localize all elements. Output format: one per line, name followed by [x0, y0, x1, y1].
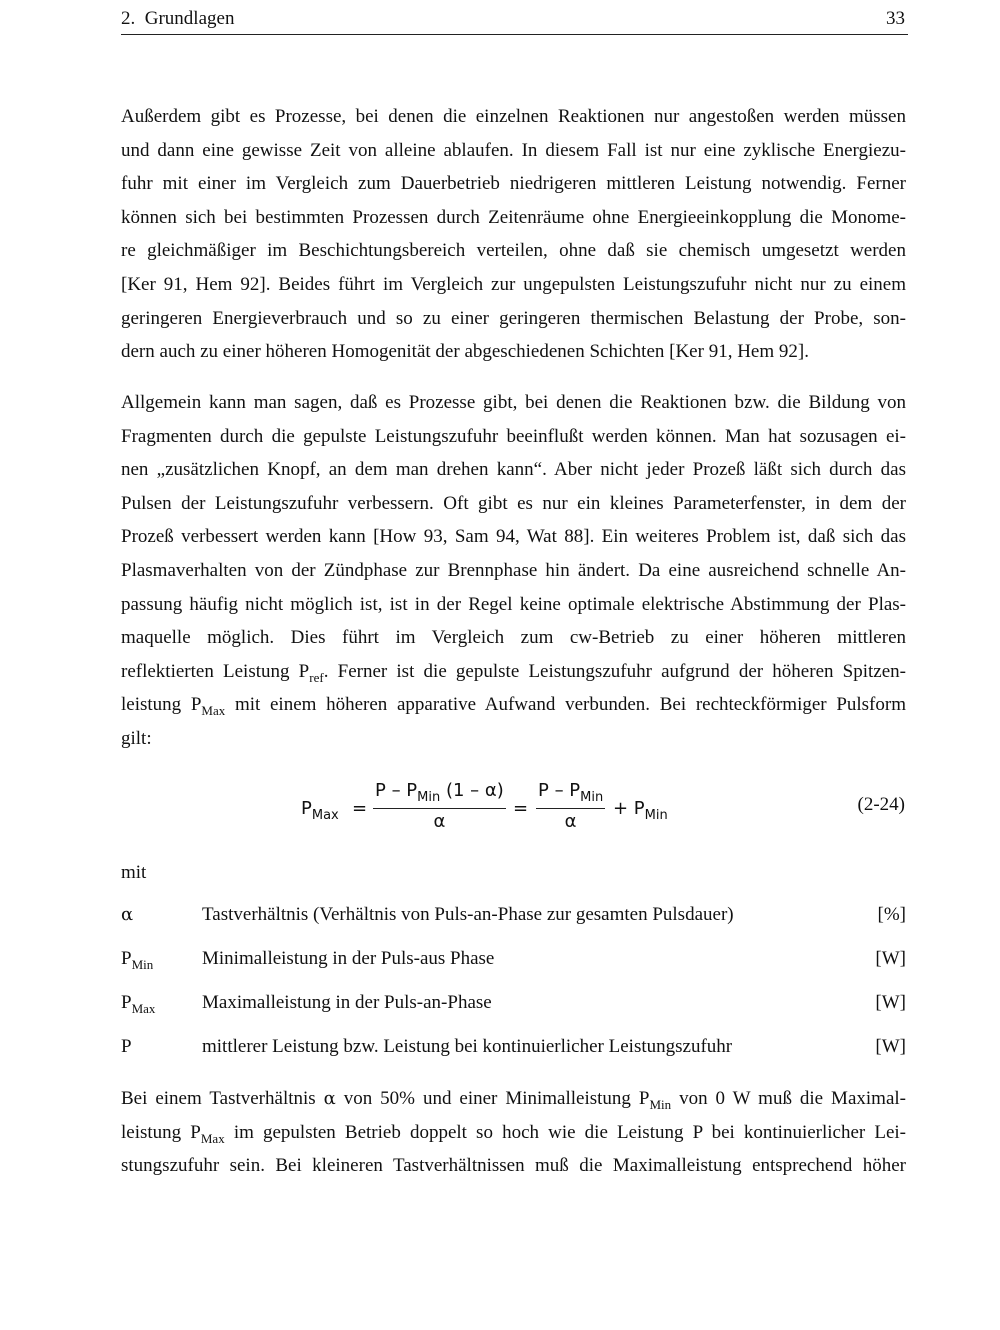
text-run: P – P: [375, 780, 418, 801]
text-line: [121, 1082, 906, 1116]
variable-row: [121, 948, 906, 978]
alpha-symbol: α: [323, 1088, 336, 1109]
subscript: Min: [649, 1097, 672, 1112]
variable-description: mittlerer Leistung bzw. Leistung bei kontinuierlicher Leistungszufuhr: [202, 1036, 733, 1057]
fraction-denominator: α: [433, 811, 446, 832]
fraction-2: [536, 780, 605, 832]
text-line: nen „zusätzlichen Knopf, an dem man drehen kann“. Aber nicht jeder Prozeß läßt sich durch das: [121, 459, 906, 481]
subscript: Min: [644, 808, 668, 823]
text-line: Prozeß verbessert werden kann [How 93, Sam 94, Wat 88]. Ein weiteres Problem ist, daß sich das: [121, 526, 906, 548]
variable-description: Maximalleistung in der Puls-an-Phase: [202, 992, 492, 1013]
text-run: (1 – α): [440, 780, 504, 801]
symbol: P: [301, 798, 312, 819]
text-run: im gepulsten Betrieb doppelt so hoch wie die Leistung P bei kontinuierlicher Lei-: [224, 1121, 907, 1143]
text-run: von 50% und einer Minimalleistung P: [335, 1088, 650, 1109]
text-run: leistung P: [121, 694, 202, 716]
variable-row: [121, 904, 906, 934]
text-run: . Ferner ist die gepulste Leistungszufuhr aufgrund der höheren Spitzen-: [323, 660, 907, 682]
equals-sign: =: [513, 798, 529, 819]
text-run: + P: [613, 798, 645, 819]
fraction-1: [373, 780, 506, 832]
variable-description: Tastverhältnis (Verhältnis von Puls-an-Phase zur gesamten Pulsdauer): [202, 904, 734, 925]
text-run: von 0 W muß die Maximal-: [671, 1088, 906, 1109]
plus-term: [613, 798, 668, 823]
variable-description: Minimalleistung in der Puls-aus Phase: [202, 948, 495, 969]
text-run: P – P: [538, 780, 581, 801]
text-line: stungszufuhr sein. Bei kleineren Tastverhältnissen muß die Maximalleistung entsprechend höher: [121, 1155, 906, 1177]
subscript: Max: [200, 1130, 225, 1146]
variable-symbol: [121, 992, 155, 1014]
paragraph-1: [121, 100, 906, 369]
text-line: Allgemein kann man sagen, daß es Prozesse gibt, bei denen die Reaktionen bzw. die Bildung von: [121, 392, 906, 413]
fraction-numerator: [536, 780, 605, 809]
variable-symbol: [121, 1036, 132, 1058]
subscript: Max: [131, 1001, 156, 1016]
variable-row: [121, 1036, 906, 1066]
equation-number: (2-24): [857, 794, 905, 815]
text-line: dern auch zu einer höheren Homogenität der abgeschiedenen Schichten [Ker 91, Hem 92].: [121, 341, 809, 363]
variable-row: [121, 992, 906, 1022]
subscript: Min: [131, 957, 154, 972]
text-run: leistung P: [121, 1121, 201, 1143]
subscript: Max: [201, 703, 226, 719]
variable-unit: [W]: [875, 948, 906, 969]
mit-label: mit: [121, 862, 147, 883]
fraction-numerator: [373, 780, 506, 809]
text-line: Pulsen der Leistungszufuhr verbessern. Oft gibt es nur ein kleines Parameterfenster, in dem der: [121, 492, 906, 514]
text-run: Bei einem Tastverhältnis: [121, 1088, 324, 1109]
equals-sign: =: [352, 798, 368, 819]
variable-unit: [W]: [875, 1036, 906, 1057]
symbol: α: [121, 904, 134, 925]
text-line: Außerdem gibt es Prozesse, bei denen die einzelnen Reaktionen nur angestoßen werden müssen: [121, 106, 906, 127]
text-line: fuhr mit einer im Vergleich zum Dauerbetrieb niedrigeren mittleren Leistung notwendig. Ferner: [121, 173, 906, 195]
paragraph-3: [121, 1082, 906, 1183]
running-header: [121, 8, 908, 35]
subscript: Max: [311, 808, 339, 823]
text-line: [121, 1116, 906, 1150]
variable-symbol: [121, 948, 153, 970]
text-line: können sich bei bestimmten Prozessen durch Zeitenräume ohne Energieeinkopplung die Monome-: [121, 206, 906, 228]
text-line: Fragmenten durch die gepulste Leistungszufuhr beeinflußt werden können. Man hat sozusagen ei-: [121, 425, 906, 447]
subscript: Min: [417, 790, 441, 805]
symbol: P: [121, 992, 132, 1013]
text-line: maquelle möglich. Dies führt im Vergleich zum cw-Betrieb zu einer höheren mittleren: [121, 627, 906, 649]
variable-symbol: [121, 904, 133, 925]
paragraph-2: [121, 386, 906, 756]
text-line: [121, 655, 906, 689]
equation-2-24: [121, 778, 906, 838]
text-run: mit einem höheren apparative Aufwand verbunden. Bei rechteckförmiger Pulsform: [225, 694, 906, 716]
variable-unit: [%]: [877, 904, 906, 925]
text-line: geringeren Energieverbrauch und so zu einer geringeren thermischen Belastung der Probe, son-: [121, 307, 906, 329]
text-line: passung häufig nicht möglich ist, ist in der Regel keine optimale elektrische Abstimmung der Plas-: [121, 593, 906, 615]
subscript: ref: [309, 669, 324, 685]
symbol: P: [121, 1036, 132, 1057]
equation-lhs: [301, 798, 339, 823]
text-line: und dann eine gewisse Zeit von alleine ablaufen. In diesem Fall ist nur eine zyklische Energiezu-: [121, 139, 906, 161]
text-run: reflektierten Leistung P: [121, 660, 310, 682]
page-number: 33: [886, 8, 905, 29]
text-line: gilt:: [121, 727, 152, 749]
fraction-denominator: α: [564, 811, 577, 832]
subscript: Min: [580, 790, 604, 805]
text-line: [Ker 91, Hem 92]. Beides führt im Vergleich zur ungepulsten Leistungszufuhr nicht nur zu einem: [121, 273, 906, 295]
section-title: 2. Grundlagen: [121, 8, 235, 29]
text-line: [121, 688, 906, 722]
symbol: P: [121, 948, 132, 969]
text-line: Plasmaverhalten von der Zündphase zur Brennphase hin ändert. Da eine ausreichend schnelle An-: [121, 559, 906, 581]
text-line: re gleichmäßiger im Beschichtungsbereich verteilen, ohne daß sie chemisch umgesetzt werden: [121, 240, 906, 262]
variable-unit: [W]: [875, 992, 906, 1013]
